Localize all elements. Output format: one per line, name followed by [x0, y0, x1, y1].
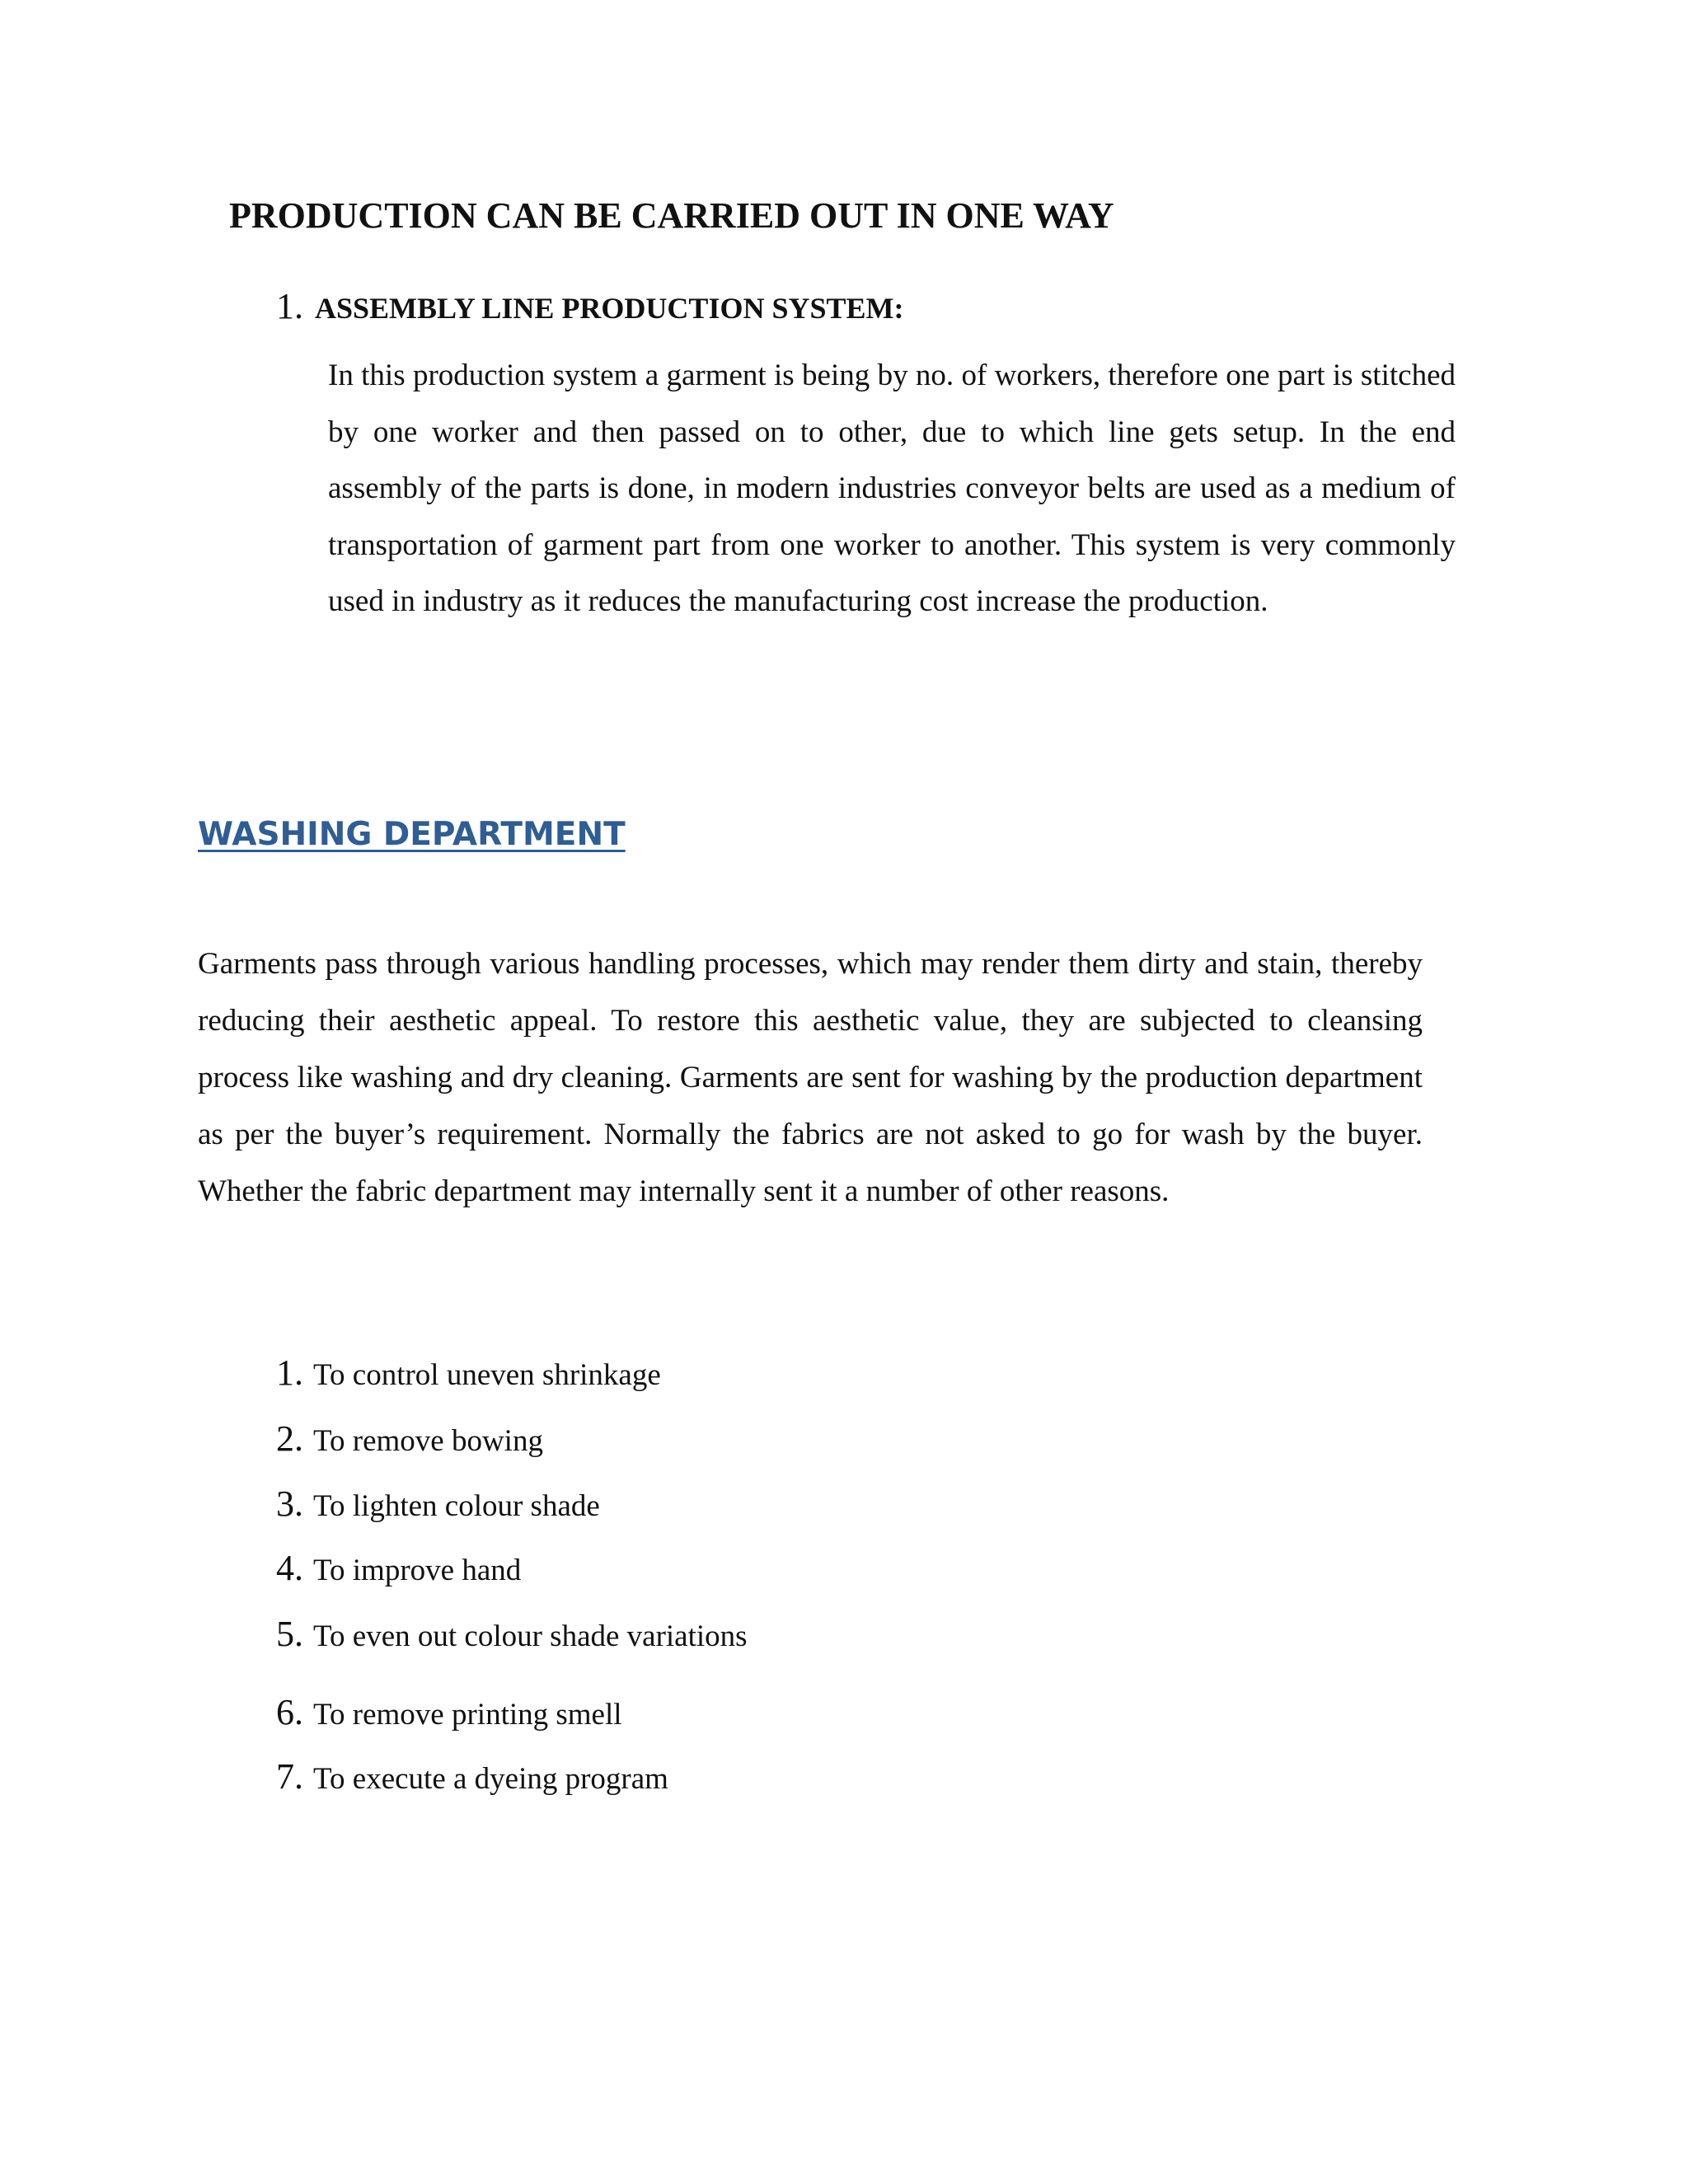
washing-department-title: WASHING DEPARTMENT [198, 816, 626, 853]
page-title: PRODUCTION CAN BE CARRIED OUT IN ONE WAY [229, 195, 1114, 236]
list-item-number: 1. [276, 1352, 303, 1393]
list-item-text: To remove printing smell [313, 1698, 622, 1732]
list-item-number: 2. [276, 1418, 303, 1459]
list-item [276, 1547, 521, 1589]
assembly-title: ASSEMBLY LINE PRODUCTION SYSTEM: [315, 292, 904, 325]
list-item-number: 3. [276, 1483, 303, 1524]
washing-paragraph: Garments pass through various handling processes, which may render them dirty and stain, thereby reducing their aesthetic appeal. To restore this aesthetic value, they are subjected to cleansing process like washing and dry cleaning. Garments are sent for washing by the production department as per the buyer’s requirement. Normally the fabrics are not asked to go for wash by the buyer. Whether the fabric department may internally sent it a number of other reasons. [198, 947, 1423, 1208]
list-item-text: To even out colour shade variations [313, 1619, 748, 1653]
list-item-text: To remove bowing [313, 1424, 543, 1458]
list-item-text: To control uneven shrinkage [313, 1358, 661, 1392]
list-item [276, 1755, 668, 1797]
list-item-number: 5. [276, 1614, 303, 1654]
assembly-heading [276, 285, 903, 327]
list-item [276, 1691, 622, 1733]
list-item-number: 4. [276, 1548, 303, 1588]
assembly-number: 1. [276, 286, 303, 326]
list-item-text: To execute a dyeing program [313, 1762, 668, 1796]
list-item [276, 1483, 600, 1525]
list-item [276, 1418, 543, 1460]
list-item-number: 6. [276, 1692, 303, 1732]
list-item-number: 7. [276, 1756, 303, 1797]
list-item-text: To lighten colour shade [313, 1489, 600, 1523]
list-item [276, 1613, 748, 1655]
list-item [276, 1352, 661, 1394]
list-item-text: To improve hand [313, 1554, 522, 1587]
assembly-paragraph: In this production system a garment is being by no. of workers, therefore one part is stitched by one worker and then passed on to other, due to which line gets setup. In the end assembly of the parts is done, in modern industries conveyor belts are used as a medium of transportation of garment part from one worker to another. This system is very commonly used in industry as it reduces the manufacturing cost increase the production. [328, 359, 1456, 618]
